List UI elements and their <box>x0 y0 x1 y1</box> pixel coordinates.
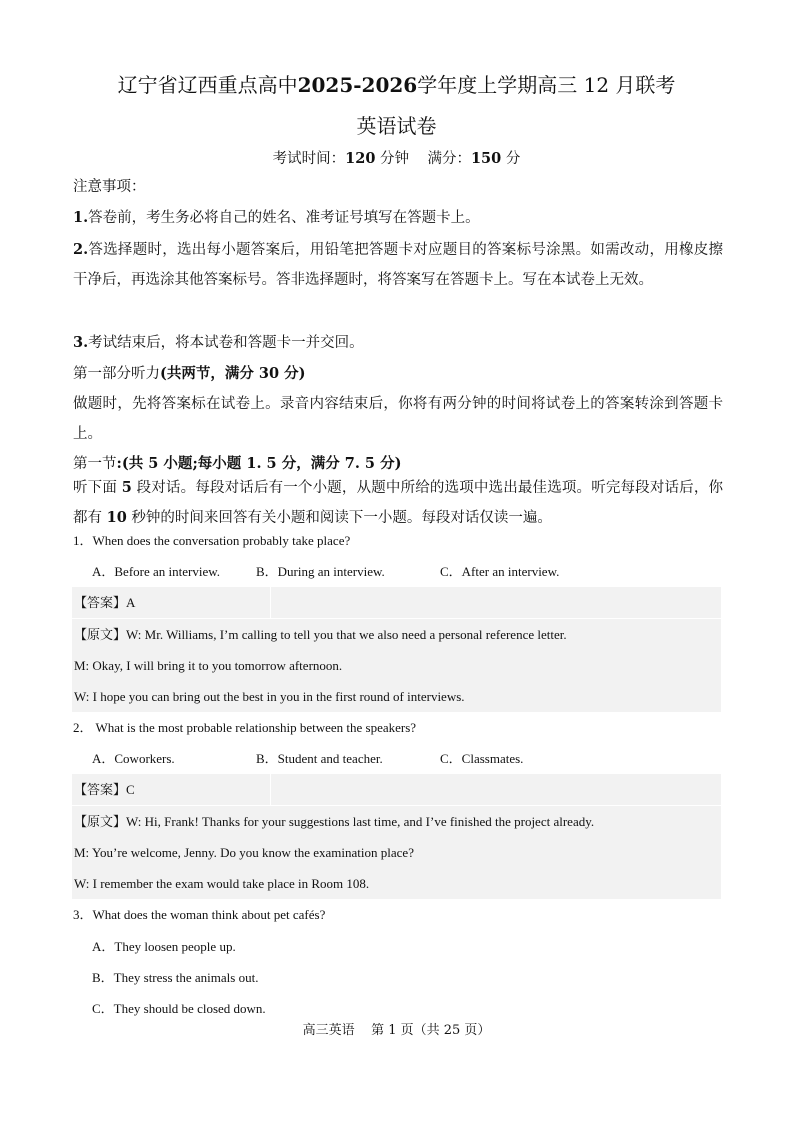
exam-title <box>0 72 793 98</box>
title-prefix: 辽宁省辽西重点高中 <box>117 73 298 97</box>
answer-text: 【答案】A <box>74 595 136 610</box>
transcript-line: M: You’re welcome, Jenny. Do you know the examination place? <box>74 845 414 860</box>
score-value: 150 <box>470 150 502 167</box>
time-value: 120 <box>345 150 376 167</box>
exam-meta <box>0 149 793 169</box>
option-b[interactable]: B．Student and teacher. <box>256 751 383 766</box>
question-2-stem: 2． What is the most probable relationship between the speakers? <box>73 720 417 735</box>
section1-description <box>73 473 723 533</box>
note-num: 3. <box>73 334 89 351</box>
part1-heading <box>73 359 723 389</box>
answer-row <box>72 587 721 619</box>
option-b[interactable]: B．During an interview. <box>256 564 385 579</box>
paren: ) <box>298 365 306 382</box>
part1-heading-mid: 共两节，满分 <box>166 365 254 382</box>
question-2-options <box>92 749 712 769</box>
note-item-1 <box>73 203 723 233</box>
title-year: 2025-2026 <box>297 73 418 97</box>
transcript-line: M: Okay, I will bring it to you tomorrow afternoon. <box>74 658 343 673</box>
question-1-options <box>92 562 712 582</box>
exam-subtitle: 英语试卷 <box>356 114 437 138</box>
section1-text: 小题 <box>158 455 193 472</box>
section1-text: 共 <box>128 455 149 472</box>
question-1-stem: 1．When does the conversation probably take place? <box>73 533 351 548</box>
note-num: 1. <box>73 209 89 226</box>
score-label: 满分： <box>427 151 471 167</box>
transcript-line: 【原文】W: Hi, Frank! Thanks for your suggestions last time, and I’ve finished the project already. <box>74 814 595 829</box>
time-label: 考试时间： <box>272 151 346 167</box>
question-1-answer-box <box>72 587 721 712</box>
cell-divider <box>270 774 271 805</box>
section1-count: 5 <box>148 455 159 472</box>
option-a[interactable]: A．Coworkers. <box>92 751 175 766</box>
paren: ( <box>160 365 167 382</box>
section1-punct: ; <box>192 455 198 472</box>
desc-text: 段对话。每段对话后有一个小题，从题中所给的选项中选出最佳选项。听完每段对话后，你都有 <box>73 480 723 526</box>
answer-text: 【答案】C <box>74 782 135 797</box>
note-num: 2. <box>73 241 89 258</box>
answer-row <box>72 774 721 806</box>
option-a[interactable]: A．Before an interview. <box>92 564 221 579</box>
section1-prefix: 第一节 <box>73 456 117 472</box>
section1-total: 7. 5 <box>344 455 376 472</box>
section1-punct: ) <box>394 455 402 472</box>
section1-text: 分，满分 <box>276 455 345 472</box>
question-3-stem: 3．What does the woman think about pet cafés? <box>73 907 326 922</box>
section1-punct: :( <box>116 455 129 472</box>
desc-number: 10 <box>106 509 127 526</box>
transcript-line: W: I hope you can bring out the best in you in the first round of interviews. <box>74 689 465 704</box>
option-c[interactable]: C．They should be closed down. <box>92 1001 266 1016</box>
part1-heading-score: 30 <box>253 365 285 382</box>
desc-number: 5 <box>121 479 132 496</box>
score-unit: 分 <box>501 151 521 167</box>
time-unit: 分钟 <box>375 151 410 167</box>
option-b[interactable]: B．They stress the animals out. <box>92 970 259 985</box>
desc-text: 秒钟的时间来回答有关小题和阅读下一小题。每段对话仅读一遍。 <box>126 510 552 526</box>
option-a[interactable]: A．They loosen people up. <box>92 939 236 954</box>
transcript-line: 【原文】W: Mr. Williams, I’m calling to tell you that we also need a personal reference letter. <box>74 627 567 642</box>
note-text: 答卷前，考生务必将自己的姓名、准考证号填写在答题卡上。 <box>88 210 480 226</box>
part1-heading-text: 第一部分听力 <box>73 366 160 382</box>
part1-heading-unit: 分 <box>284 365 299 382</box>
note-text: 考试结束后，将本试卷和答题卡一并交回。 <box>88 335 364 351</box>
option-c[interactable]: C．After an interview. <box>440 564 560 579</box>
page-footer: 高三英语 第 1 页（共 25 页） <box>302 1023 491 1038</box>
question-2-answer-box <box>72 774 721 899</box>
section1-points: 1. 5 <box>246 455 277 472</box>
cell-divider <box>270 587 271 618</box>
note-text: 答选择题时，选出每小题答案后，用铅笔把答题卡对应题目的答案标号涂黑。如需改动，用橡皮擦干净后，再选涂其他答案标号。答非选择题时，将答案写在答题卡上。写在本试卷上无效。 <box>73 242 723 288</box>
transcript-line: W: I remember the exam would take place in Room 108. <box>74 876 370 891</box>
section1-text: 分 <box>375 455 395 472</box>
notes-heading: 注意事项： <box>73 179 146 195</box>
title-suffix: 学年度上学期高三 12 月联考 <box>417 73 676 97</box>
desc-text: 听下面 <box>73 480 122 496</box>
section1-text: 每小题 <box>197 455 247 472</box>
part1-instructions: 做题时，先将答案标在试卷上。录音内容结束后，你将有两分钟的时间将试卷上的答案转涂到答题卡上。 <box>73 396 723 442</box>
note-item-3 <box>73 328 723 358</box>
note-item-2 <box>73 235 723 295</box>
option-c[interactable]: C．Classmates. <box>440 751 524 766</box>
